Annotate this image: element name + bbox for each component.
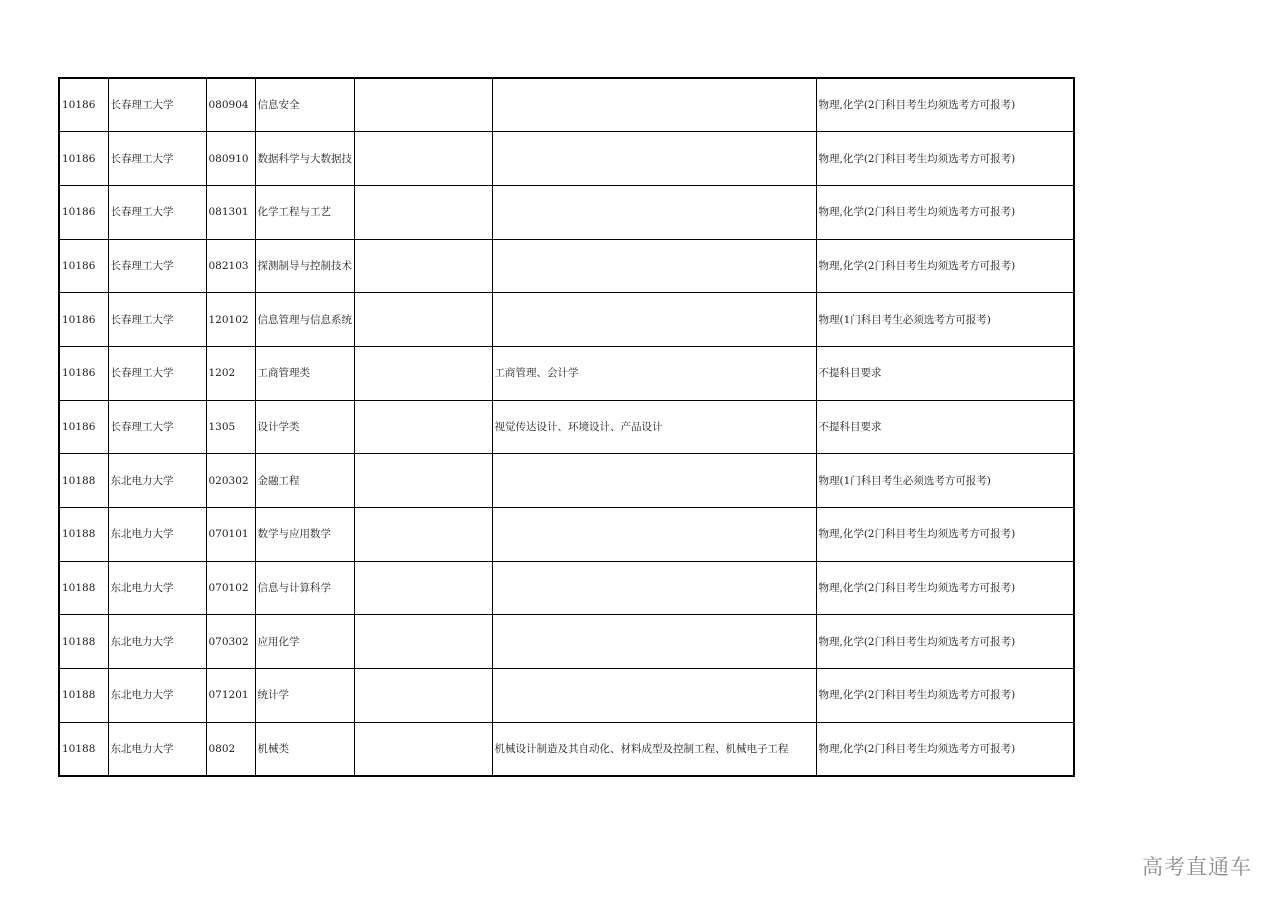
remark-cell	[354, 561, 492, 615]
included-majors-cell: 视觉传达设计、环境设计、产品设计	[492, 400, 816, 454]
school-name-cell: 长春理工大学	[108, 346, 206, 400]
remark-cell	[354, 132, 492, 186]
table-row	[59, 78, 1074, 132]
school-code-cell: 10188	[59, 669, 108, 723]
subject-requirement-cell: 物理,化学(2门科目考生均须选考方可报考)	[816, 722, 1074, 776]
school-code-cell: 10188	[59, 508, 108, 562]
table-row	[59, 346, 1074, 400]
major-name-cell: 机械类	[255, 722, 354, 776]
included-majors-cell	[492, 239, 816, 293]
school-name-cell: 东北电力大学	[108, 561, 206, 615]
subject-requirement-cell: 物理,化学(2门科目考生均须选考方可报考)	[816, 78, 1074, 132]
table-row	[59, 454, 1074, 508]
school-code-cell: 10186	[59, 78, 108, 132]
remark-cell	[354, 346, 492, 400]
remark-cell	[354, 78, 492, 132]
table-row	[59, 722, 1074, 776]
included-majors-cell	[492, 561, 816, 615]
watermark-text: 高考直通车	[1142, 855, 1252, 879]
table-row	[59, 239, 1074, 293]
school-name-cell: 长春理工大学	[108, 400, 206, 454]
major-code-cell: 081301	[206, 185, 255, 239]
table-row	[59, 508, 1074, 562]
major-name-cell: 数学与应用数学	[255, 508, 354, 562]
included-majors-cell	[492, 132, 816, 186]
included-majors-cell	[492, 508, 816, 562]
remark-cell	[354, 722, 492, 776]
major-name-cell: 探测制导与控制技术	[255, 239, 354, 293]
included-majors-cell	[492, 185, 816, 239]
included-majors-cell: 工商管理、会计学	[492, 346, 816, 400]
included-majors-cell	[492, 615, 816, 669]
subject-requirement-cell: 物理,化学(2门科目考生均须选考方可报考)	[816, 185, 1074, 239]
school-code-cell: 10186	[59, 400, 108, 454]
included-majors-cell	[492, 293, 816, 347]
subject-requirement-cell: 不提科目要求	[816, 400, 1074, 454]
major-name-cell: 设计学类	[255, 400, 354, 454]
major-name-cell: 信息管理与信息系统	[255, 293, 354, 347]
major-code-cell: 071201	[206, 669, 255, 723]
school-name-cell: 长春理工大学	[108, 132, 206, 186]
major-code-cell: 080904	[206, 78, 255, 132]
major-name-cell: 数据科学与大数据技	[255, 132, 354, 186]
included-majors-cell: 机械设计制造及其自动化、材料成型及控制工程、机械电子工程	[492, 722, 816, 776]
school-code-cell: 10188	[59, 615, 108, 669]
remark-cell	[354, 508, 492, 562]
subject-requirement-cell: 物理,化学(2门科目考生均须选考方可报考)	[816, 239, 1074, 293]
subject-requirement-cell: 不提科目要求	[816, 346, 1074, 400]
school-name-cell: 长春理工大学	[108, 185, 206, 239]
school-name-cell: 东北电力大学	[108, 669, 206, 723]
remark-cell	[354, 400, 492, 454]
remark-cell	[354, 454, 492, 508]
table-row	[59, 561, 1074, 615]
major-code-cell: 082103	[206, 239, 255, 293]
school-code-cell: 10186	[59, 239, 108, 293]
school-name-cell: 东北电力大学	[108, 722, 206, 776]
major-name-cell: 金融工程	[255, 454, 354, 508]
major-name-cell: 工商管理类	[255, 346, 354, 400]
subject-requirement-cell: 物理,化学(2门科目考生均须选考方可报考)	[816, 615, 1074, 669]
school-code-cell: 10186	[59, 185, 108, 239]
subject-requirement-cell: 物理,化学(2门科目考生均须选考方可报考)	[816, 561, 1074, 615]
subject-requirement-cell: 物理,化学(2门科目考生均须选考方可报考)	[816, 508, 1074, 562]
school-name-cell: 长春理工大学	[108, 78, 206, 132]
school-name-cell: 长春理工大学	[108, 239, 206, 293]
major-code-cell: 070302	[206, 615, 255, 669]
school-code-cell: 10188	[59, 561, 108, 615]
major-name-cell: 信息安全	[255, 78, 354, 132]
major-name-cell: 信息与计算科学	[255, 561, 354, 615]
subject-requirement-cell: 物理,化学(2门科目考生均须选考方可报考)	[816, 132, 1074, 186]
major-code-cell: 020302	[206, 454, 255, 508]
subject-requirement-cell: 物理(1门科目考生必须选考方可报考)	[816, 454, 1074, 508]
table-row	[59, 615, 1074, 669]
school-code-cell: 10188	[59, 722, 108, 776]
included-majors-cell	[492, 78, 816, 132]
remark-cell	[354, 239, 492, 293]
major-code-cell: 0802	[206, 722, 255, 776]
school-name-cell: 东北电力大学	[108, 508, 206, 562]
table-row	[59, 669, 1074, 723]
school-code-cell: 10186	[59, 293, 108, 347]
major-code-cell: 1202	[206, 346, 255, 400]
school-code-cell: 10186	[59, 346, 108, 400]
subject-requirement-cell: 物理,化学(2门科目考生均须选考方可报考)	[816, 669, 1074, 723]
major-code-cell: 1305	[206, 400, 255, 454]
major-name-cell: 化学工程与工艺	[255, 185, 354, 239]
major-code-cell: 120102	[206, 293, 255, 347]
school-name-cell: 东北电力大学	[108, 615, 206, 669]
major-name-cell: 应用化学	[255, 615, 354, 669]
school-name-cell: 东北电力大学	[108, 454, 206, 508]
table-row	[59, 185, 1074, 239]
table-row	[59, 132, 1074, 186]
remark-cell	[354, 669, 492, 723]
school-code-cell: 10186	[59, 132, 108, 186]
table-body	[59, 78, 1074, 776]
table-row	[59, 293, 1074, 347]
table-row	[59, 400, 1074, 454]
major-code-cell: 080910	[206, 132, 255, 186]
subject-requirement-cell: 物理(1门科目考生必须选考方可报考)	[816, 293, 1074, 347]
remark-cell	[354, 615, 492, 669]
subject-requirements-table	[58, 77, 1075, 777]
remark-cell	[354, 185, 492, 239]
major-code-cell: 070101	[206, 508, 255, 562]
school-name-cell: 长春理工大学	[108, 293, 206, 347]
school-code-cell: 10188	[59, 454, 108, 508]
remark-cell	[354, 293, 492, 347]
major-name-cell: 统计学	[255, 669, 354, 723]
included-majors-cell	[492, 669, 816, 723]
major-code-cell: 070102	[206, 561, 255, 615]
included-majors-cell	[492, 454, 816, 508]
